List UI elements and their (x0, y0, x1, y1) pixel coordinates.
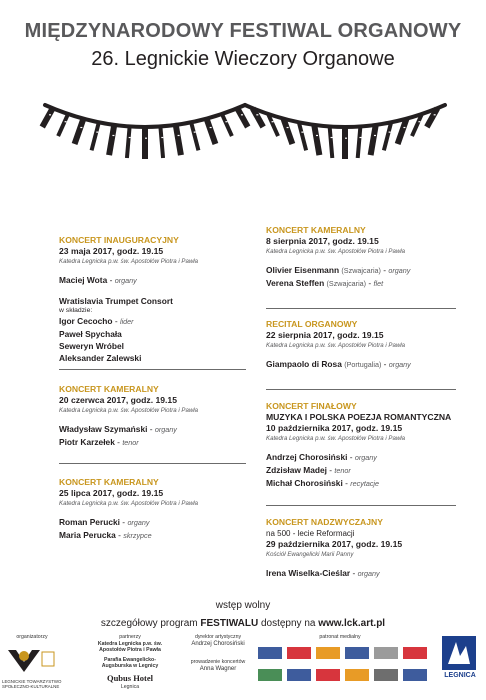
organizer-logo-icon (6, 646, 56, 676)
event-heading: KONCERT KAMERALNY (59, 384, 159, 394)
divider (266, 308, 456, 309)
event-location: Kościół Ewangelicki Marii Panny (266, 551, 354, 558)
lash-key (176, 125, 181, 155)
media-logo-icon (345, 647, 369, 659)
event-heading: RECITAL ORGANOWY (266, 319, 358, 329)
lash-key (222, 114, 232, 136)
city-name: LEGNICA (444, 672, 476, 679)
sponsors-strip (0, 632, 486, 700)
event-inaugural (59, 235, 249, 364)
lash-key (207, 119, 216, 144)
media-logo-icon (316, 669, 340, 681)
ensemble-note: w składzie: (59, 307, 93, 314)
event-subheading: MUZYKA I POLSKA POEZJA ROMANTYCZNA (266, 412, 452, 422)
organizer-org: LEGNICKIE TOWARZYSTWO SPOŁECZNO-KULTURALNE (2, 679, 62, 689)
performer: Władysław Szymański - organy (59, 424, 177, 434)
performer: Zdzisław Madej - tenor (266, 465, 351, 475)
media-logo-icon (287, 669, 311, 681)
lash-key (330, 126, 333, 158)
performer: Piotr Karzełek - tenor (59, 437, 139, 447)
media-logo-icon (374, 647, 398, 659)
event-heading: KONCERT FINAŁOWY (266, 401, 357, 411)
lash-key (384, 122, 391, 150)
ensemble-name: Wratislavia Trumpet Consort (59, 296, 173, 306)
partner-parish: Parafia Ewangelicko-Augsburska w Legnicy (101, 657, 159, 669)
city-logo-icon (442, 636, 476, 670)
performer: Michał Chorosiński - recytacje (266, 478, 380, 488)
lash-key (237, 108, 247, 127)
event-heading: KONCERT INAUGURACYJNY (59, 235, 179, 245)
festival-title: MIĘDZYNARODOWY FESTIWAL ORGANOWY (24, 20, 462, 42)
event-location: Katedra Legnicka p.w. św. Apostołów Piotra i Pawła (59, 500, 198, 507)
left-column (59, 235, 249, 364)
event-chamber-july (59, 477, 259, 542)
divider (266, 389, 456, 390)
eyelashes-keyboard-illustration (0, 95, 486, 190)
event-date: 23 maja 2017, godz. 19.15 (59, 246, 164, 256)
event-location: Katedra Legnicka p.w. św. Apostołów Piotra i Pawła (266, 342, 405, 349)
performer: Andrzej Chorosiński - organy (266, 452, 377, 462)
lash-key (299, 122, 306, 150)
divider (59, 463, 246, 464)
lash-key (109, 125, 114, 155)
host-name: Anna Wagner (199, 666, 237, 672)
event-heading: KONCERT KAMERALNY (59, 477, 159, 487)
event-date: 29 października 2017, godz. 19.15 (266, 539, 403, 549)
festival-subtitle: 26. Legnickie Wieczory Organowe (91, 48, 395, 70)
event-subheading: na 500 - lecie Reformacji (266, 529, 355, 538)
partners-label: partnerzy (119, 634, 141, 640)
media-patron-label: patronat medialny (319, 634, 361, 640)
event-heading: KONCERT KAMERALNY (266, 225, 366, 235)
media-logo-icon (287, 647, 311, 659)
lash-key (314, 125, 319, 155)
performer: Paweł Spychała (59, 329, 122, 339)
performer: Igor Cecocho - lider (59, 316, 134, 326)
event-date: 20 czerwca 2017, godz. 19.15 (59, 395, 177, 405)
lash-key (358, 126, 361, 158)
divider (266, 505, 456, 506)
media-logo-icon (374, 669, 398, 681)
right-eye-lashes-icon (245, 105, 445, 159)
media-logo-icon (258, 669, 282, 681)
lash-key (42, 108, 52, 127)
media-logo-icon (316, 647, 340, 659)
performer: Olivier Eisenmann (Szwajcaria) - organy (266, 265, 411, 275)
event-date: 10 października 2017, godz. 19.15 (266, 423, 403, 433)
event-final (266, 401, 476, 490)
organizers-label: organizatorzy (16, 634, 48, 640)
media-logo-icon (403, 669, 427, 681)
event-location: Katedra Legnicka p.w. św. Apostołów Piotra i Pawła (266, 435, 405, 442)
performer: Roman Perucki - organy (59, 517, 150, 527)
media-logo-icon (345, 669, 369, 681)
performer: Maria Perucka - skrzypce (59, 530, 152, 540)
performer: Aleksander Zalewski (59, 353, 142, 363)
event-location: Katedra Legnicka p.w. św. Apostołów Piotra i Pawła (266, 248, 405, 255)
performer: Irena Wiselka-Cieślar - organy (266, 568, 380, 578)
left-eye-lashes-icon (42, 105, 247, 159)
partner-hotel-city: Legnica (120, 684, 140, 690)
lash-key (92, 122, 99, 150)
performer: Giampaolo di Rosa (Portugalia) - organy (266, 359, 411, 369)
program-info: szczegółowy program FESTIWALU dostępny na www.lck.art.pl (100, 618, 386, 629)
performer: Seweryn Wróbel (59, 341, 125, 351)
partner-hotel-logo: Qubus Hotel (106, 673, 154, 683)
event-special (266, 517, 476, 580)
lash-key (58, 114, 68, 136)
website-link[interactable]: www.lck.art.pl (318, 618, 386, 629)
event-date: 22 sierpnia 2017, godz. 19.15 (266, 330, 384, 340)
director-name: Andrzej Chorosiński (191, 641, 245, 647)
performer: Verena Steffen (Szwajcaria) - flet (266, 278, 384, 288)
event-date: 25 lipca 2017, godz. 19.15 (59, 488, 164, 498)
event-chamber-august (266, 225, 476, 290)
free-entry-note: wstęp wolny (215, 600, 271, 611)
host-label: prowadzenie koncertów (190, 659, 246, 665)
event-recital (266, 319, 476, 371)
event-chamber-june (59, 384, 259, 449)
media-logo-icon (403, 647, 427, 659)
lash-key (371, 125, 376, 155)
event-heading: KONCERT NADZWYCZAJNY (266, 517, 383, 527)
divider (59, 369, 246, 370)
performer: Maciej Wota - organy (59, 275, 137, 285)
partner-cathedral: Katedra Legnicka p.w. św. Apostołów Piotra i Pawła (97, 641, 163, 653)
event-location: Katedra Legnicka p.w. św. Apostołów Piotra i Pawła (59, 407, 198, 414)
media-logo-icon (258, 647, 282, 659)
media-logos (258, 643, 434, 695)
director-label: dyrektor artystyczny (194, 634, 242, 640)
lash-key (75, 119, 84, 144)
lash-key (127, 126, 130, 158)
lash-key (160, 126, 163, 158)
lash-key (191, 122, 198, 150)
event-date: 8 sierpnia 2017, godz. 19.15 (266, 236, 379, 246)
event-location: Katedra Legnicka p.w. św. Apostołów Piotra i Pawła (59, 258, 198, 265)
